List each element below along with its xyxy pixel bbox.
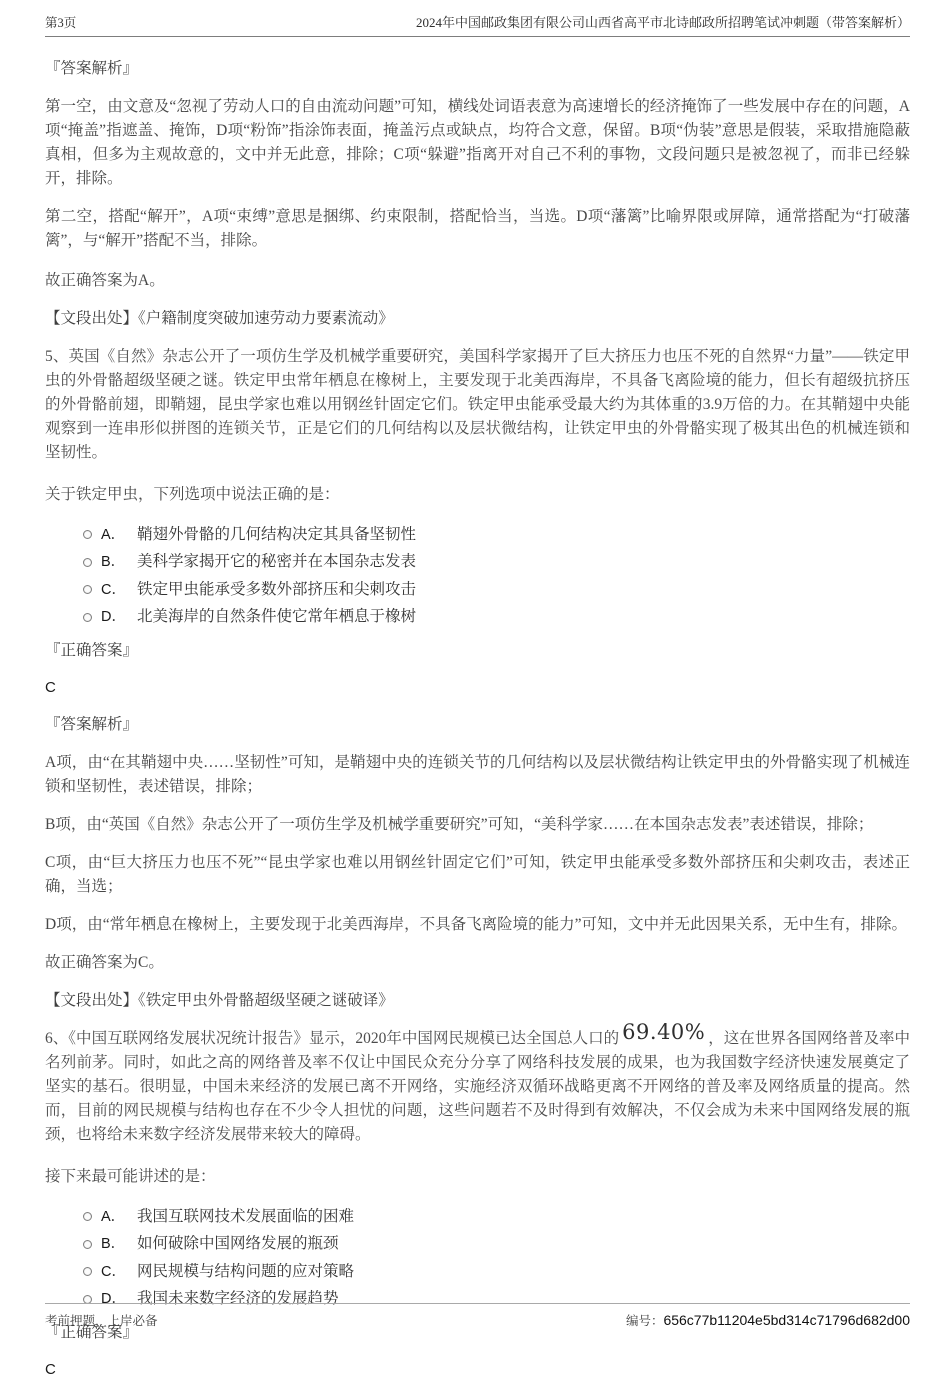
q5-question: 关于铁定甲虫，下列选项中说法正确的是： <box>45 486 340 503</box>
q5-conclusion: 故正确答案为C。 <box>45 954 164 971</box>
q4-analysis-paragraph-2: 第二空，搭配“解开”，A项“束缚”意思是捆绑、约束限制，搭配恰当，当选。D项“藩篱”比喻界限或屏障，通常搭配为“打破藩篱”，与“解开”搭配不当，排除。 <box>45 208 910 249</box>
q5-option-a[interactable] <box>83 521 910 549</box>
option-letter: D． <box>101 609 126 626</box>
q4-conclusion: 故正确答案为A。 <box>45 272 165 289</box>
option-text: 鞘翅外骨骼的几何结构决定其具备坚韧性 <box>137 525 417 543</box>
radio-icon[interactable] <box>83 530 92 539</box>
radio-icon[interactable] <box>83 1212 92 1221</box>
footer-serial-value: 656c77b11204e5bd314c71796d682d00 <box>663 1312 910 1328</box>
q5-answer-label: 『正确答案』 <box>45 642 139 659</box>
q5-option-c[interactable] <box>83 576 910 604</box>
option-text: 如何破除中国网络发展的瓶颈 <box>137 1235 339 1253</box>
q6-answer-value: C <box>45 1361 56 1378</box>
option-letter: C． <box>101 1263 126 1280</box>
option-letter: A． <box>101 1208 126 1225</box>
q6-question: 接下来最可能讲述的是： <box>45 1168 216 1185</box>
option-text: 美科学家揭开它的秘密并在本国杂志发表 <box>137 553 417 571</box>
option-letter: D． <box>101 1291 126 1308</box>
q5-answer-value: C <box>45 679 56 696</box>
option-text: 铁定甲虫能承受多数外部挤压和尖刺攻击 <box>137 580 417 598</box>
option-text: 网民规模与结构问题的应对策略 <box>137 1262 355 1280</box>
doc-title: 2024年中国邮政集团有限公司山西省高平市北诗邮政所招聘笔试冲刺题（带答案解析） <box>415 15 910 30</box>
page-content <box>45 37 910 1381</box>
q5-option-b[interactable] <box>83 549 910 577</box>
page-number: 第3页 <box>45 16 77 30</box>
footer-serial-label: 编号： <box>625 1314 664 1328</box>
q6-stem-before: 6、《中国互联网络发展状况统计报告》显示，2020年中国网民规模已达全国总人口的 <box>45 1030 620 1047</box>
q4-analysis-paragraph-1: 第一空，由文意及“忽视了劳动人口的自由流动问题”可知，横线处词语表意为高速增长的经济掩饰了一些发展中存在的问题，A项“掩盖”指遮盖、掩饰，D项“粉饰”指涂饰表面，掩盖污点或缺点，均符合文意，保留。B项“伪装”意思是假装，采取措施隐蔽真相，但多为主观故意的，文中并无此意，排除；C项“躲避”指离开对自己不利的事物，文段问题只是被忽视了，而非已经躲开，排除。 <box>45 98 910 187</box>
q5-analysis-d: D项，由“常年栖息在橡树上，主要发现于北美西海岸，不具备飞离险境的能力”可知，文中并无此因果关系，无中生有，排除。 <box>45 916 907 933</box>
q6-stem-after: ，这在世界各国网络普及率中名列前茅。同时，如此之高的网络普及率不仅让中国民众充分分享了网络科技发展的成果，也为我国数字经济快速发展奠定了坚实的基石。很明显，中国未来经济的发展已离不开网络，实施经济双循环战略更离不开网络的普及率及网络质量的提高。然而，目前的网民规模与结构也存在不少令人担忧的问题，这些问题若不及时得到有效解决，不仅会成为未来中国网络发展的瓶颈，也将给未来数字经济发展带来较大的障碍。 <box>45 1030 910 1143</box>
option-text: 我国互联网技术发展面临的困难 <box>137 1207 355 1225</box>
option-text: 我国未来数字经济的发展趋势 <box>137 1290 339 1308</box>
page-header <box>45 12 910 37</box>
q5-analysis-label: 『答案解析』 <box>45 716 139 733</box>
radio-icon[interactable] <box>83 585 92 594</box>
option-letter: B． <box>101 1236 126 1253</box>
radio-icon[interactable] <box>83 558 92 567</box>
option-text: 北美海岸的自然条件使它常年栖息于橡树 <box>137 608 417 626</box>
q5-stem: 5、英国《自然》杂志公开了一项仿生学及机械学重要研究，美国科学家揭开了巨大挤压力也压不死的自然界“力量”——铁定甲虫的外骨骼超级坚硬之谜。铁定甲虫常年栖息在橡树上，主要发现于北美西海岸，不具备飞离险境的能力，但长有超级抗挤压的外骨骼前翅，即鞘翅，昆虫学家也难以用钢丝针固定它们。铁定甲虫能承受最大约为其体重的3.9万倍的力。在其鞘翅中央能观察到一连串形似拼图的连锁关节，正是它们的几何结构以及层状微结构，让铁定甲虫的外骨骼实现了极其出色的机械连锁和坚韧性。 <box>45 348 910 461</box>
q6-option-c[interactable] <box>83 1258 910 1286</box>
radio-icon[interactable] <box>83 1240 92 1249</box>
q5-analysis-c: C项，由“巨大挤压力也压不死”“昆虫学家也难以用钢丝针固定它们”可知，铁定甲虫能承受多数外部挤压和尖刺攻击，表述正确，当选； <box>45 854 910 895</box>
q4-analysis-label: 『答案解析』 <box>45 60 139 77</box>
q6-answer-label: 『正确答案』 <box>45 1324 139 1341</box>
footer-slogan: 考前押题，上岸必备 <box>45 1314 158 1328</box>
q6-percent-value: 69.40% <box>622 1020 706 1044</box>
q5-options <box>83 521 910 631</box>
q6-stem <box>45 1020 910 1147</box>
q6-options <box>83 1203 910 1313</box>
q5-source: 【文段出处】《铁定甲虫外骨骼超级坚硬之谜破译》 <box>45 992 394 1009</box>
q4-source: 【文段出处】《户籍制度突破加速劳动力要素流动》 <box>45 310 394 327</box>
option-letter: C． <box>101 581 126 598</box>
page-footer <box>45 1303 910 1329</box>
q6-option-b[interactable] <box>83 1231 910 1259</box>
q5-analysis-a: A项，由“在其鞘翅中央……坚韧性”可知，是鞘翅中央的连锁关节的几何结构以及层状微结构让铁定甲虫的外骨骼实现了机械连锁和坚韧性，表述错误，排除； <box>45 754 910 795</box>
q5-analysis-b: B项，由“英国《自然》杂志公开了一项仿生学及机械学重要研究”可知，“美科学家……在本国杂志发表”表述错误，排除； <box>45 816 874 833</box>
q5-option-d[interactable] <box>83 604 910 632</box>
q6-option-a[interactable] <box>83 1203 910 1231</box>
option-letter: B． <box>101 554 126 571</box>
radio-icon[interactable] <box>83 613 92 622</box>
option-letter: A． <box>101 526 126 543</box>
radio-icon[interactable] <box>83 1267 92 1276</box>
footer-serial <box>626 1311 910 1329</box>
